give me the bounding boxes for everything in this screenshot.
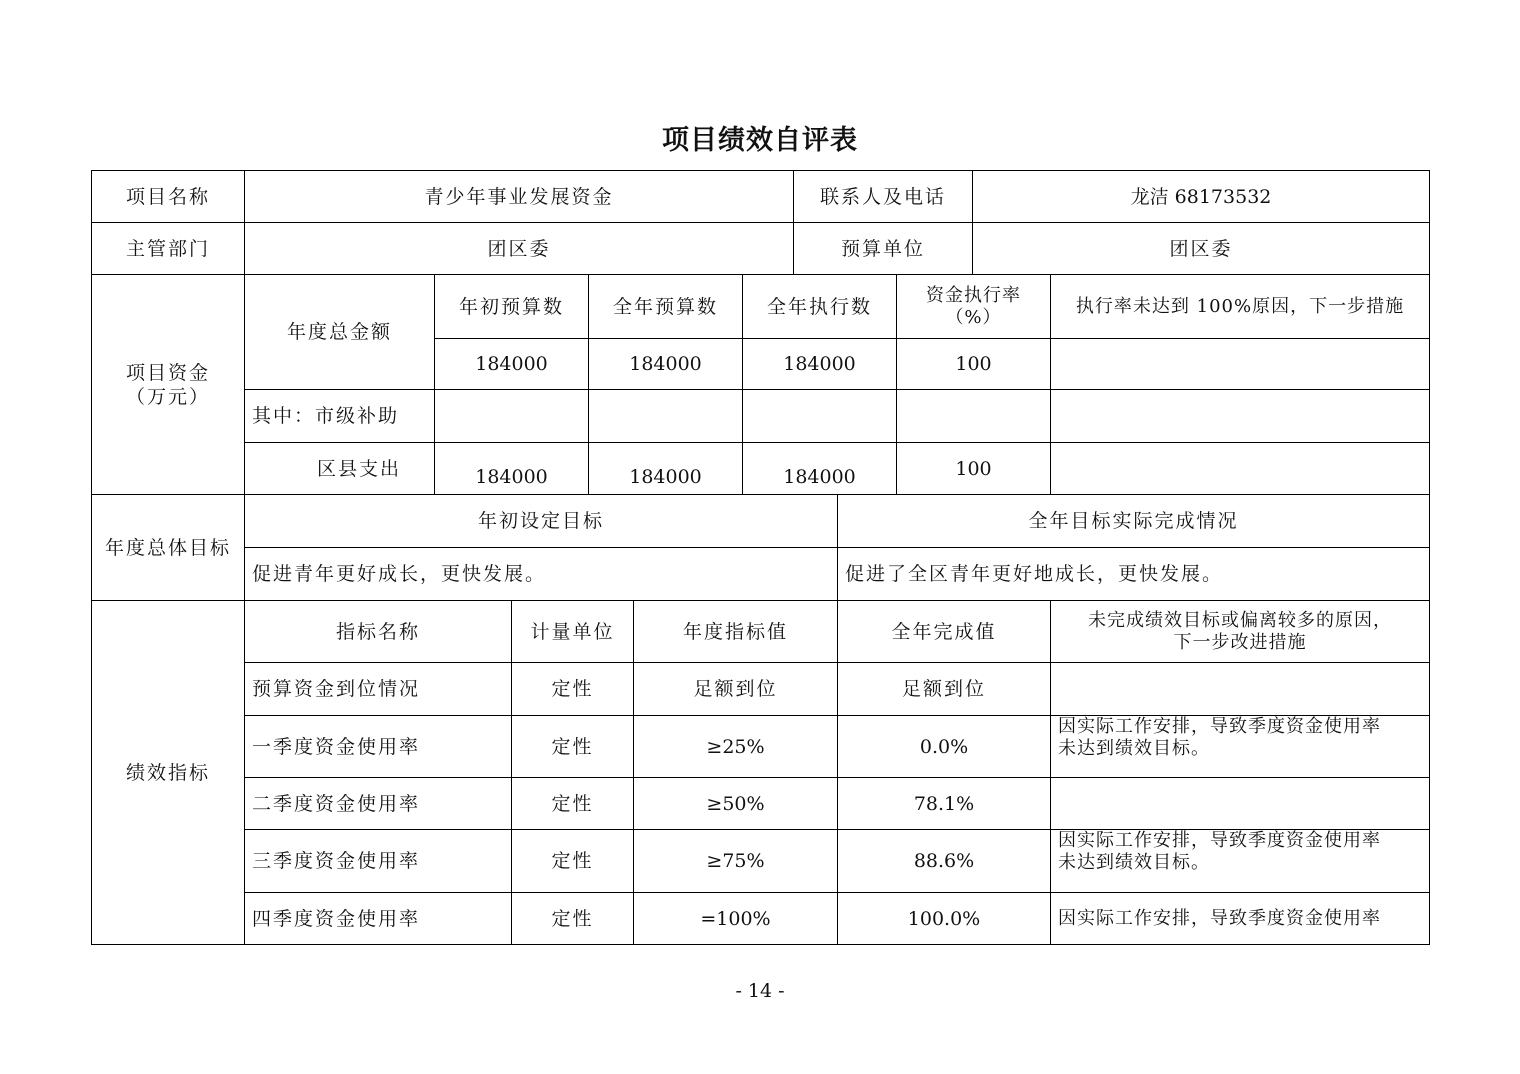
page-number: - 14 -: [735, 980, 785, 1002]
county-reason: [1050, 442, 1430, 495]
total-executed: 184000: [742, 338, 897, 390]
county-initial: 184000: [434, 442, 589, 495]
dept-value: 团区委: [244, 222, 794, 275]
header-reason: 执行率未达到 100%原因，下一步措施: [1050, 274, 1430, 339]
ind-reason-line2: 未达到绩效目标。: [1058, 738, 1210, 759]
municipal-annual: [588, 389, 743, 443]
ind-header-reason-line2: 下一步改进措施: [1173, 631, 1307, 653]
ind-reason-line2: 未达到绩效目标。: [1058, 852, 1210, 873]
ind-unit: 定性: [511, 715, 634, 778]
county-annual: 184000: [588, 442, 743, 495]
ind-target: 足额到位: [633, 662, 838, 716]
municipal-reason: [1050, 389, 1430, 443]
header-rate-line1: 资金执行率: [926, 284, 1021, 306]
header-annual-executed: 全年执行数: [742, 274, 897, 339]
contact-label: 联系人及电话: [793, 170, 973, 223]
ind-reason: [1050, 715, 1430, 778]
ind-unit: 定性: [511, 662, 634, 716]
ind-target: ≥50%: [633, 777, 838, 830]
ind-actual: 0.0%: [837, 715, 1051, 778]
ind-name: 一季度资金使用率: [244, 715, 512, 778]
ind-reason-line1: 因实际工作安排，导致季度资金使用率: [1058, 830, 1381, 851]
ind-actual: 78.1%: [837, 777, 1051, 830]
goals-initial-header: 年初设定目标: [244, 494, 838, 548]
ind-target: =100%: [633, 892, 838, 945]
dept-label: 主管部门: [91, 222, 245, 275]
ind-header-name: 指标名称: [244, 600, 512, 663]
municipal-executed: [742, 389, 897, 443]
ind-name: 三季度资金使用率: [244, 829, 512, 893]
contact-value: 龙洁 68173532: [972, 170, 1430, 223]
ind-reason: [1050, 777, 1430, 830]
ind-name: 预算资金到位情况: [244, 662, 512, 716]
project-name-value: 青少年事业发展资金: [244, 170, 794, 223]
indicators-label: 绩效指标: [91, 600, 245, 945]
ind-header-reason: [1050, 600, 1430, 663]
ind-header-actual: 全年完成值: [837, 600, 1051, 663]
ind-header-reason-line1: 未完成绩效目标或偏离较多的原因，: [1088, 609, 1392, 631]
ind-reason-line1: 因实际工作安排，导致季度资金使用率: [1058, 716, 1381, 737]
ind-target: ≥75%: [633, 829, 838, 893]
funds-label: [91, 274, 245, 495]
goals-actual-header: 全年目标实际完成情况: [837, 494, 1430, 548]
ind-name: 二季度资金使用率: [244, 777, 512, 830]
goals-actual-text: 促进了全区青年更好地成长，更快发展。: [837, 547, 1430, 601]
budget-unit-value: 团区委: [972, 222, 1430, 275]
ind-reason: [1050, 662, 1430, 716]
funds-label-line1: 项目资金: [125, 361, 210, 384]
goals-label: 年度总体目标: [91, 494, 245, 601]
header-initial-budget: 年初预算数: [434, 274, 589, 339]
municipal-rate: [896, 389, 1051, 443]
ind-unit: 定性: [511, 829, 634, 893]
ind-reason: 因实际工作安排，导致季度资金使用率: [1050, 892, 1430, 945]
municipal-initial: [434, 389, 589, 443]
annual-total-label: 年度总金额: [244, 274, 435, 390]
total-annual: 184000: [588, 338, 743, 390]
municipal-label: 其中：市级补助: [244, 389, 435, 443]
total-rate: 100: [896, 338, 1051, 390]
ind-unit: 定性: [511, 892, 634, 945]
header-execution-rate: [896, 274, 1051, 339]
ind-actual: 足额到位: [837, 662, 1051, 716]
ind-header-unit: 计量单位: [511, 600, 634, 663]
ind-target: ≥25%: [633, 715, 838, 778]
project-name-label: 项目名称: [91, 170, 245, 223]
page-title: 项目绩效自评表: [662, 125, 858, 156]
ind-name: 四季度资金使用率: [244, 892, 512, 945]
county-rate: 100: [896, 442, 1051, 495]
county-executed: 184000: [742, 442, 897, 495]
ind-reason: [1050, 829, 1430, 893]
county-label: 区县支出: [244, 442, 435, 495]
ind-actual: 100.0%: [837, 892, 1051, 945]
goals-initial-text: 促进青年更好成长，更快发展。: [244, 547, 838, 601]
ind-actual: 88.6%: [837, 829, 1051, 893]
header-rate-line2: （%）: [945, 306, 1002, 328]
total-initial: 184000: [434, 338, 589, 390]
ind-header-target: 年度指标值: [633, 600, 838, 663]
total-reason: [1050, 338, 1430, 390]
budget-unit-label: 预算单位: [793, 222, 973, 275]
funds-label-line2: （万元）: [125, 385, 210, 408]
ind-unit: 定性: [511, 777, 634, 830]
header-annual-budget: 全年预算数: [588, 274, 743, 339]
